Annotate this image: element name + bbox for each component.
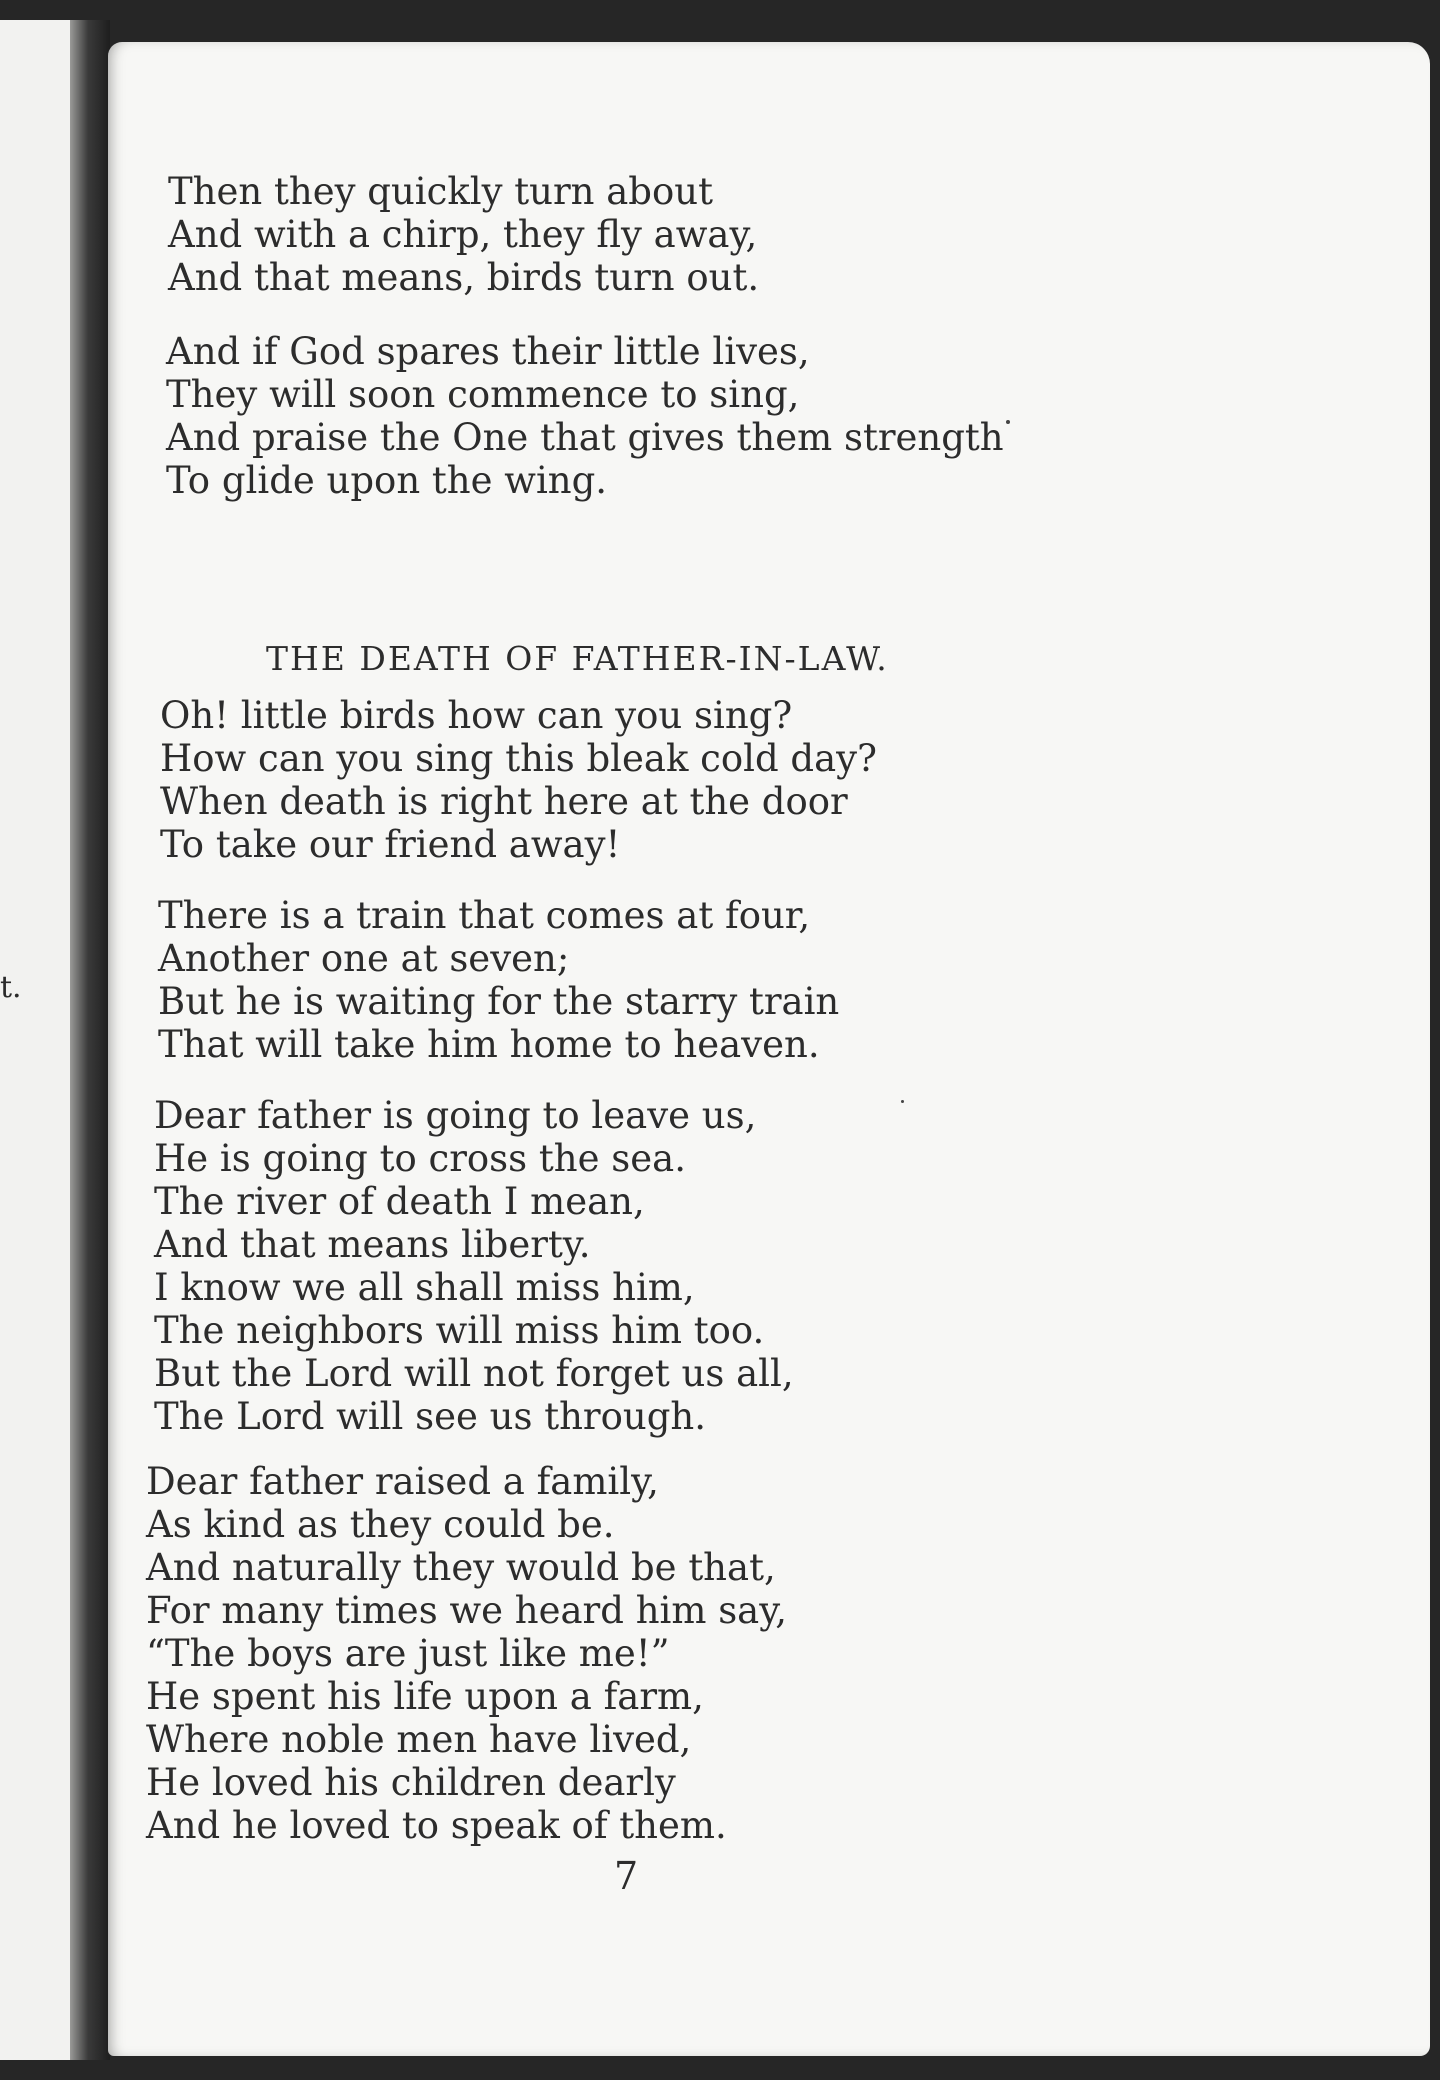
- verse-line: Another one at seven;: [158, 937, 570, 980]
- verse-line: Dear father raised a family,: [146, 1460, 659, 1503]
- stanza: [160, 694, 877, 866]
- verse-line: Dear father is going to leave us,: [154, 1094, 757, 1137]
- verse-line: Then they quickly turn about: [168, 170, 713, 213]
- left-page-text-fragment: t.: [0, 970, 22, 1005]
- verse-line: The neighbors will miss him too.: [154, 1309, 765, 1352]
- poem-title: THE DEATH OF FATHER-IN-LAW.: [266, 639, 889, 678]
- verse-line: And praise the One that gives them strength: [166, 416, 1004, 459]
- verse-line: For many times we heard him say,: [146, 1589, 787, 1632]
- verse-line: To glide upon the wing.: [166, 459, 608, 502]
- print-speck: [1006, 420, 1010, 424]
- verse-line: Where noble men have lived,: [146, 1718, 692, 1761]
- stanza: [166, 330, 1004, 502]
- verse-line: That will take him home to heaven.: [158, 1023, 820, 1066]
- stanza: [168, 170, 759, 299]
- verse-line: The river of death I mean,: [154, 1180, 645, 1223]
- verse-line: But he is waiting for the starry train: [158, 980, 840, 1023]
- verse-line: He loved his children dearly: [146, 1761, 676, 1804]
- verse-line: How can you sing this bleak cold day?: [160, 737, 877, 780]
- verse-line: And with a chirp, they fly away,: [168, 213, 758, 256]
- book-gutter: [70, 20, 110, 2060]
- verse-line: But the Lord will not forget us all,: [154, 1352, 794, 1395]
- verse-line: He is going to cross the sea.: [154, 1137, 686, 1180]
- verse-line: They will soon commence to sing,: [166, 373, 800, 416]
- verse-line: Oh! little birds how can you sing?: [160, 694, 793, 737]
- verse-line: “The boys are just like me!”: [146, 1632, 670, 1675]
- verse-line: He spent his life upon a farm,: [146, 1675, 704, 1718]
- verse-line: As kind as they could be.: [146, 1503, 615, 1546]
- verse-line: I know we all shall miss him,: [154, 1266, 695, 1309]
- stanza: [158, 894, 839, 1066]
- stanza: [154, 1094, 794, 1438]
- verse-line: The Lord will see us through.: [154, 1395, 706, 1438]
- verse-line: And that means, birds turn out.: [168, 256, 760, 299]
- page-number: 7: [614, 1854, 639, 1898]
- verse-line: And if God spares their little lives,: [166, 330, 810, 373]
- book-page: [108, 42, 1430, 2056]
- verse-line: When death is right here at the door: [160, 780, 848, 823]
- verse-line: To take our friend away!: [160, 823, 621, 866]
- stanza: [146, 1460, 787, 1847]
- verse-line: And naturally they would be that,: [146, 1546, 776, 1589]
- print-speck: [901, 1100, 904, 1103]
- verse-line: And he loved to speak of them.: [146, 1804, 727, 1847]
- verse-line: There is a train that comes at four,: [158, 894, 811, 937]
- verse-line: And that means liberty.: [154, 1223, 591, 1266]
